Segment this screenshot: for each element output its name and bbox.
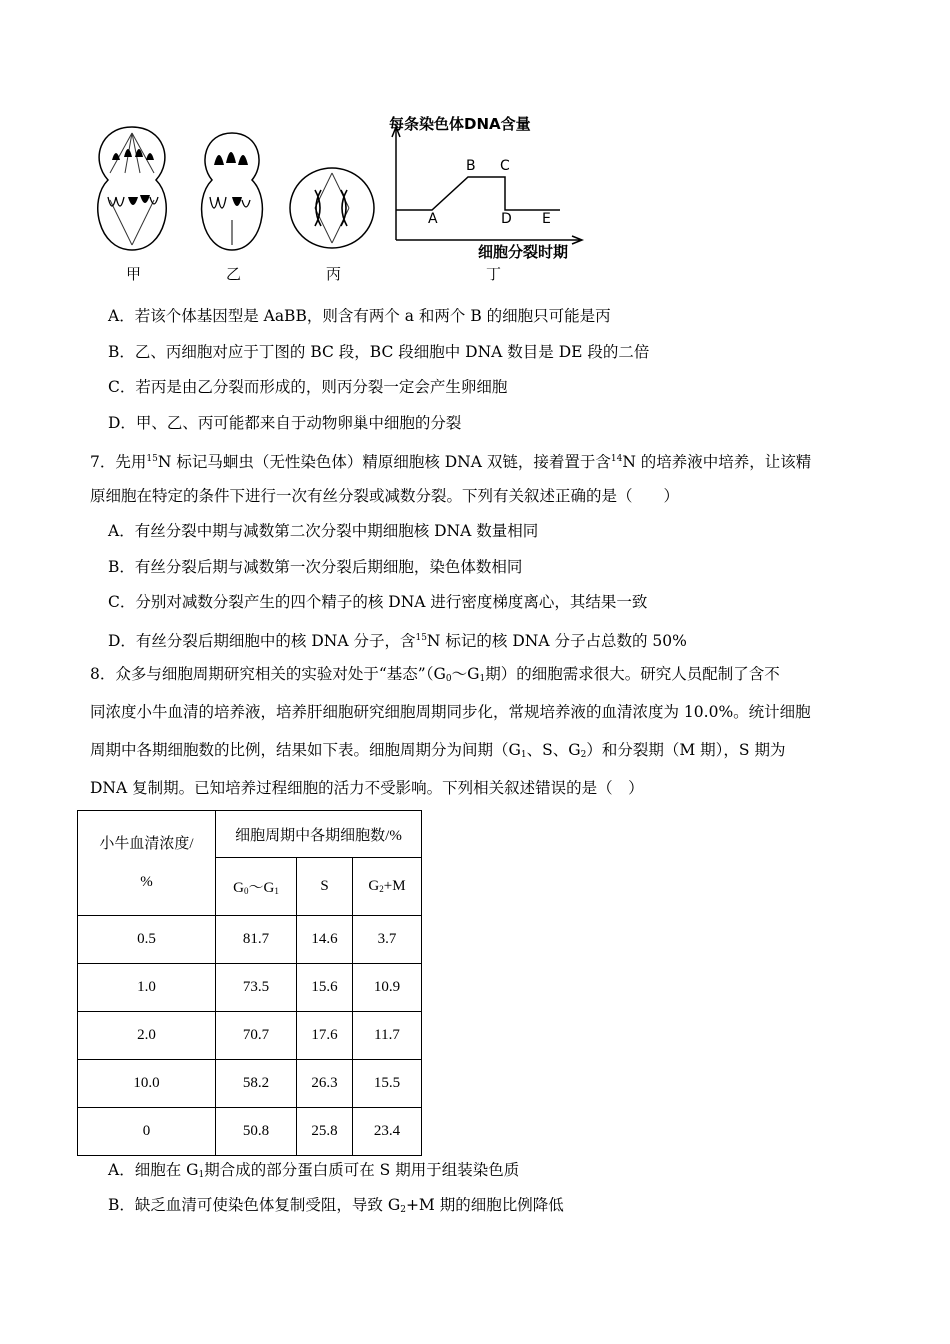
cell-serum: 10.0 <box>78 1060 216 1108</box>
cell-serum: 2.0 <box>78 1012 216 1060</box>
q7-stem-text-end: N 的培养液中培养，让该精 <box>622 453 812 471</box>
q6-option-c: C．若丙是由乙分裂而形成的，则丙分裂一定会产生卵细胞 <box>108 378 508 396</box>
q6-option-a: A．若该个体基因型是 AaBB，则含有两个 a 和两个 B 的细胞只可能是丙 <box>108 307 611 325</box>
col-text: ～G <box>248 880 275 896</box>
point-a: A <box>428 211 438 227</box>
header-serum <box>78 811 216 916</box>
q6-option-d: D．甲、乙、丙可能都来自于动物卵巢中细胞的分裂 <box>108 414 462 432</box>
col-text: G <box>233 880 244 896</box>
subscript: 2 <box>580 750 587 760</box>
header-group: 细胞周期中各期细胞数/% <box>216 811 422 858</box>
q8-option-text: 期合成的部分蛋白质可在 S 期用于组装染色质 <box>204 1161 520 1179</box>
subscript: 0 <box>244 886 249 896</box>
isotope-14: 14 <box>610 454 623 464</box>
q7-stem-line2: 原细胞在特定的条件下进行一次有丝分裂或减数分裂。下列有关叙述正确的是（ ） <box>90 487 680 505</box>
q8-text: ）和分裂期（M 期），S 期为 <box>586 741 786 759</box>
cell-g0g1: 81.7 <box>216 916 297 964</box>
header-serum-unit: % <box>140 874 153 890</box>
cell-g2m: 10.9 <box>353 964 422 1012</box>
q7-option-d-text: D．有丝分裂后期细胞中的核 DNA 分子，含 <box>108 632 416 650</box>
cell-division-figure <box>80 105 600 295</box>
cell-jia <box>98 127 166 250</box>
q7-option-d <box>108 628 687 651</box>
q7-option-b: B．有丝分裂后期与减数第一次分裂后期细胞，染色体数相同 <box>108 558 523 576</box>
col-text: G <box>368 878 380 894</box>
header-serum-label: 小牛血清浓度/ <box>99 836 194 852</box>
point-c: C <box>500 158 510 174</box>
q8-stem-line1 <box>90 664 780 689</box>
subscript: 1 <box>479 674 486 684</box>
cell-g2m: 3.7 <box>353 916 422 964</box>
q8-text: 8．众多与细胞周期研究相关的实验对处于“基态”（G <box>90 665 446 683</box>
cell-g0g1: 50.8 <box>216 1108 297 1156</box>
q8-option-text: +M 期的细胞比例降低 <box>405 1196 564 1214</box>
subscript: 1 <box>520 750 527 760</box>
table-row <box>78 1012 422 1060</box>
cell-g0g1: 70.7 <box>216 1012 297 1060</box>
point-d: D <box>501 211 512 227</box>
q7-number: 7．先用 <box>90 453 147 471</box>
col-g0g1 <box>216 858 297 916</box>
cell-g0g1: 58.2 <box>216 1060 297 1108</box>
cell-serum: 0.5 <box>78 916 216 964</box>
cell-s: 25.8 <box>297 1108 353 1156</box>
q8-option-a <box>108 1160 519 1185</box>
subscript: 2 <box>400 1205 406 1215</box>
q8-stem-line2: 同浓度小牛血清的培养液，培养肝细胞研究细胞周期同步化，常规培养液的血清浓度为 10.0%。统计细胞 <box>90 703 811 721</box>
col-g2m <box>353 858 422 916</box>
cell-s: 26.3 <box>297 1060 353 1108</box>
cell-s: 17.6 <box>297 1012 353 1060</box>
q7-option-d-text-end: N 标记的核 DNA 分子占总数的 50% <box>426 632 687 650</box>
q8-option-b <box>108 1195 564 1220</box>
col-s: S <box>297 858 353 916</box>
cell-s: 14.6 <box>297 916 353 964</box>
q8-text: 、S、G <box>526 741 581 759</box>
subscript: 1 <box>198 1170 205 1180</box>
cell-g2m: 11.7 <box>353 1012 422 1060</box>
cell-serum: 0 <box>78 1108 216 1156</box>
cell-bing <box>290 168 374 248</box>
graph-xlabel: 细胞分裂时期 <box>478 243 569 261</box>
serum-cell-cycle-table <box>77 810 422 1156</box>
cell-yi <box>202 133 263 250</box>
dna-content-graph <box>392 127 582 244</box>
label-bing: 丙 <box>326 265 342 283</box>
cell-g2m: 15.5 <box>353 1060 422 1108</box>
q8-option-text: B．缺乏血清可使染色体复制受阻，导致 G <box>108 1196 401 1214</box>
cell-serum: 1.0 <box>78 964 216 1012</box>
q7-stem-line1 <box>90 449 811 472</box>
q6-option-b: B．乙、丙细胞对应于丁图的 BC 段，BC 段细胞中 DNA 数目是 DE 段的二倍 <box>108 343 650 361</box>
subscript: 1 <box>274 886 279 896</box>
q7-option-c: C．分别对减数分裂产生的四个精子的核 DNA 进行密度梯度离心，其结果一致 <box>108 593 648 611</box>
isotope-15: 15 <box>146 454 158 464</box>
label-yi: 乙 <box>226 265 242 283</box>
table-row <box>78 1060 422 1108</box>
subscript: 2 <box>379 884 384 894</box>
q8-text: 期）的细胞需求很大。研究人员配制了含不 <box>485 665 780 683</box>
col-text: +M <box>383 878 406 894</box>
q8-stem-line4: DNA 复制期。已知培养过程细胞的活力不受影响。下列相关叙述错误的是（ ） <box>90 779 644 797</box>
label-jia: 甲 <box>126 265 142 283</box>
label-ding: 丁 <box>486 265 502 283</box>
q7-option-a: A．有丝分裂中期与减数第二次分裂中期细胞核 DNA 数量相同 <box>108 522 539 540</box>
cell-g0g1: 73.5 <box>216 964 297 1012</box>
q7-stem-text: N 标记马蛔虫（无性染色体）精原细胞核 DNA 双链，接着置于含 <box>157 453 611 471</box>
table-row <box>78 1108 422 1156</box>
point-b: B <box>466 158 476 174</box>
q8-text: 周期中各期细胞数的比例，结果如下表。细胞周期分为间期（G <box>90 741 521 759</box>
isotope-15: 15 <box>415 633 427 643</box>
graph-ylabel: 每条染色体DNA含量 <box>389 115 531 133</box>
subscript: 0 <box>445 674 452 684</box>
q8-text: ～G <box>451 665 480 683</box>
point-e: E <box>542 211 551 227</box>
cell-s: 15.6 <box>297 964 353 1012</box>
cell-g2m: 23.4 <box>353 1108 422 1156</box>
table-row <box>78 916 422 964</box>
q8-option-text: A．细胞在 G <box>108 1161 199 1179</box>
table-row <box>78 964 422 1012</box>
q8-stem-line3 <box>90 740 785 765</box>
